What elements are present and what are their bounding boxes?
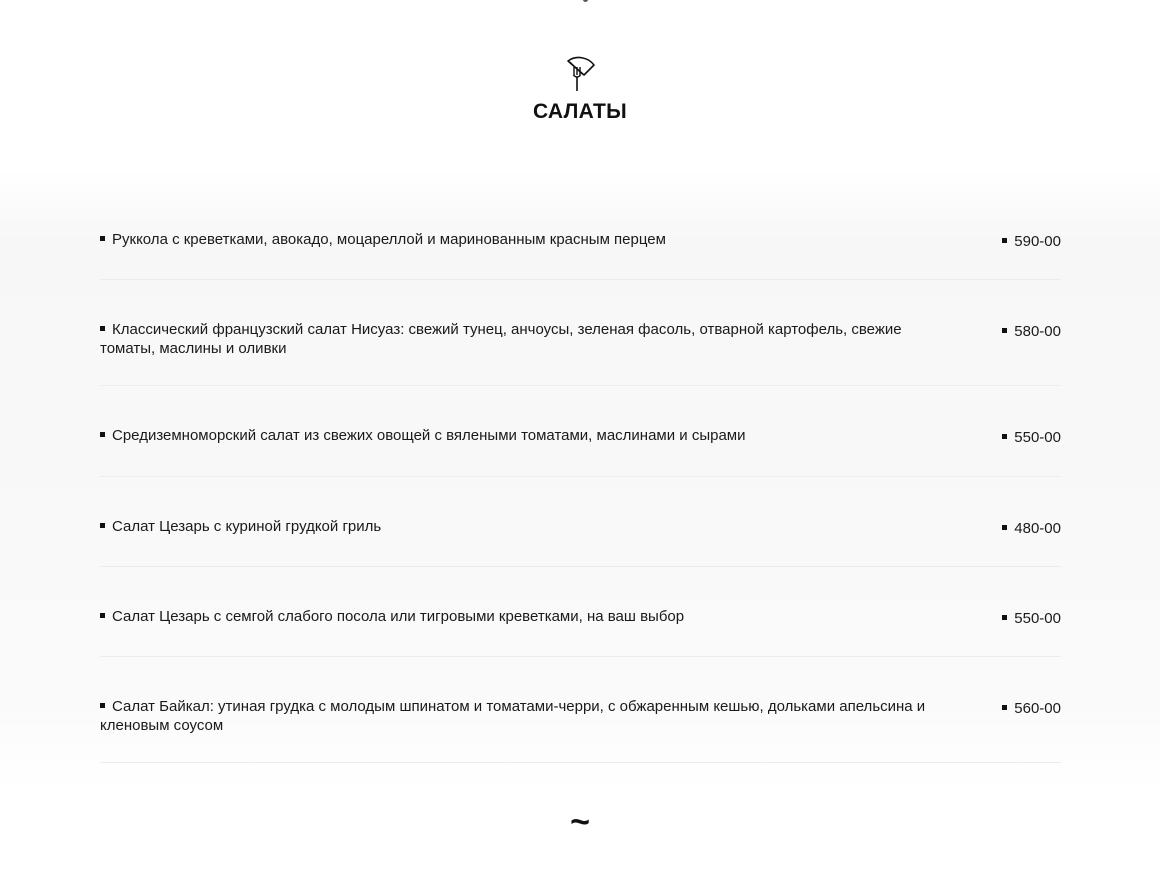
menu-item-price [1002,426,1061,447]
menu-item [100,477,1061,567]
menu-item-description [100,320,960,358]
bullet-icon [1002,525,1007,530]
menu-item-text: Салат Цезарь с куриной грудкой гриль [112,518,382,535]
menu-item-description [100,607,960,626]
menu-item [100,567,1061,657]
bullet-icon [1002,705,1007,710]
section-header [0,55,1160,124]
menu-item-price-value: 480-00 [1014,520,1061,537]
menu-item-text: Средиземноморский салат из свежих овощей с вялеными томатами, маслинами и сырами [112,427,746,444]
menu-item-description [100,426,960,445]
menu-item-price [1002,230,1061,251]
menu-item-description [100,517,960,536]
menu-item-price-value: 590-00 [1014,233,1061,250]
menu-item-price-value: 550-00 [1014,610,1061,627]
menu-item-text: Руккола с креветками, авокадо, моцареллой и маринованным красным перцем [112,231,666,248]
menu-item [100,386,1061,477]
menu-item [100,280,1061,386]
menu-item-price [1002,697,1061,718]
bullet-icon [1002,238,1007,243]
bullet-icon [100,432,105,437]
menu-item-price-value: 550-00 [1014,429,1061,446]
bullet-icon [100,703,105,708]
bullet-icon [1002,615,1007,620]
section-divider: ~ [570,803,590,841]
bullet-icon [1002,434,1007,439]
bullet-icon [100,236,105,241]
top-dot [583,0,588,2]
menu-item-description [100,697,960,735]
menu-item-description [100,230,960,249]
menu-item-price [1002,517,1061,538]
menu-item-price [1002,607,1061,628]
section-title: САЛАТЫ [532,100,628,123]
fork-leaf-icon [562,55,598,93]
menu-item-text: Салат Байкал: утиная грудка с молодым шпинатом и томатами-черри, с обжаренным кешью, дольками апельсина и кленовым соусом [100,698,926,734]
menu-item-text: Классический французский салат Нисуаз: свежий тунец, анчоусы, зеленая фасоль, отварной картофель, свежие томаты, маслины и оливки [100,321,902,357]
bullet-icon [1002,328,1007,333]
bullet-icon [100,326,105,331]
menu-item [100,190,1061,280]
menu-item-price-value: 580-00 [1014,323,1061,340]
menu-item-text: Салат Цезарь с семгой слабого посола или тигровыми креветками, на ваш выбор [112,608,685,625]
menu-item-price-value: 560-00 [1014,700,1061,717]
menu-item-price [1002,320,1061,341]
bullet-icon [100,613,105,618]
bullet-icon [100,523,105,528]
menu-item [100,657,1061,763]
menu-list [100,190,1061,763]
